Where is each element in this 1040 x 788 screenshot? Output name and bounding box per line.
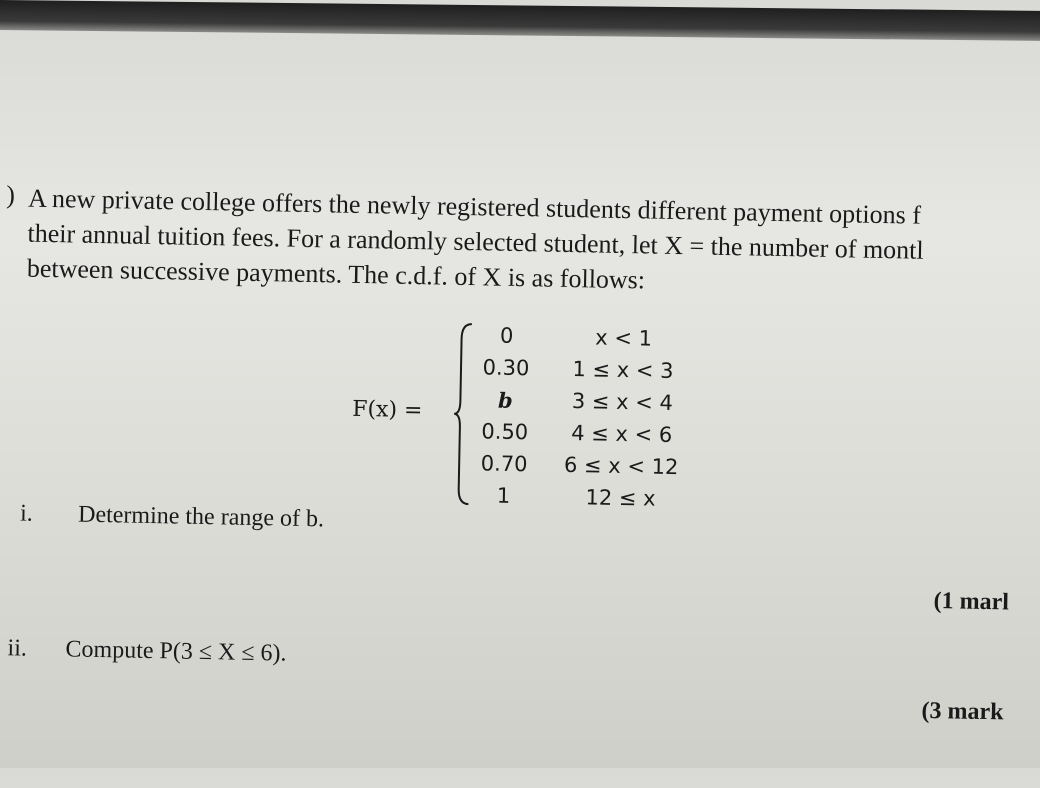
cdf-lhs: F(x) = (351, 396, 423, 424)
case-value: 0.50 (481, 419, 529, 445)
cdf-formula (350, 319, 679, 511)
part-number: ii. (7, 635, 28, 662)
paragraph-line-2: their annual tuition fees. For a randomly selected student, let X = the number of montl (27, 218, 924, 265)
part-ii-marks: (3 mark (921, 697, 1004, 726)
case-value: b (497, 387, 513, 413)
cdf-case-row (351, 417, 732, 454)
part-text: Compute P(3 ≤ X ≤ 6). (65, 636, 287, 667)
case-condition: 1 ≤ x < 3 (572, 357, 674, 383)
question-marker: ) (5, 180, 16, 210)
part-i-marks: (1 marl (933, 588, 1010, 616)
cdf-case-row (351, 449, 732, 486)
case-value: 0.70 (480, 451, 528, 477)
case-condition: 4 ≤ x < 6 (571, 421, 673, 447)
case-condition: 3 ≤ x < 4 (571, 389, 674, 415)
part-text: Determine the range of b. (77, 501, 325, 533)
case-value: 0.30 (482, 355, 530, 381)
cdf-case-row (353, 353, 734, 390)
paragraph-line-3: between successive payments. The c.d.f. of X is as follows: (26, 253, 646, 295)
paragraph-line-1: A new private college offers the newly registered students different payment options f (27, 183, 922, 230)
part-ii (7, 635, 507, 675)
part-number: i. (19, 500, 34, 527)
case-value: 0 (499, 323, 514, 348)
case-condition: 6 ≤ x < 12 (563, 452, 679, 480)
case-value: 1 (496, 483, 511, 508)
case-condition: x < 1 (595, 325, 653, 351)
cdf-case-row (353, 321, 734, 358)
case-condition: 12 ≤ x (585, 485, 656, 511)
question-paragraph (27, 181, 925, 303)
